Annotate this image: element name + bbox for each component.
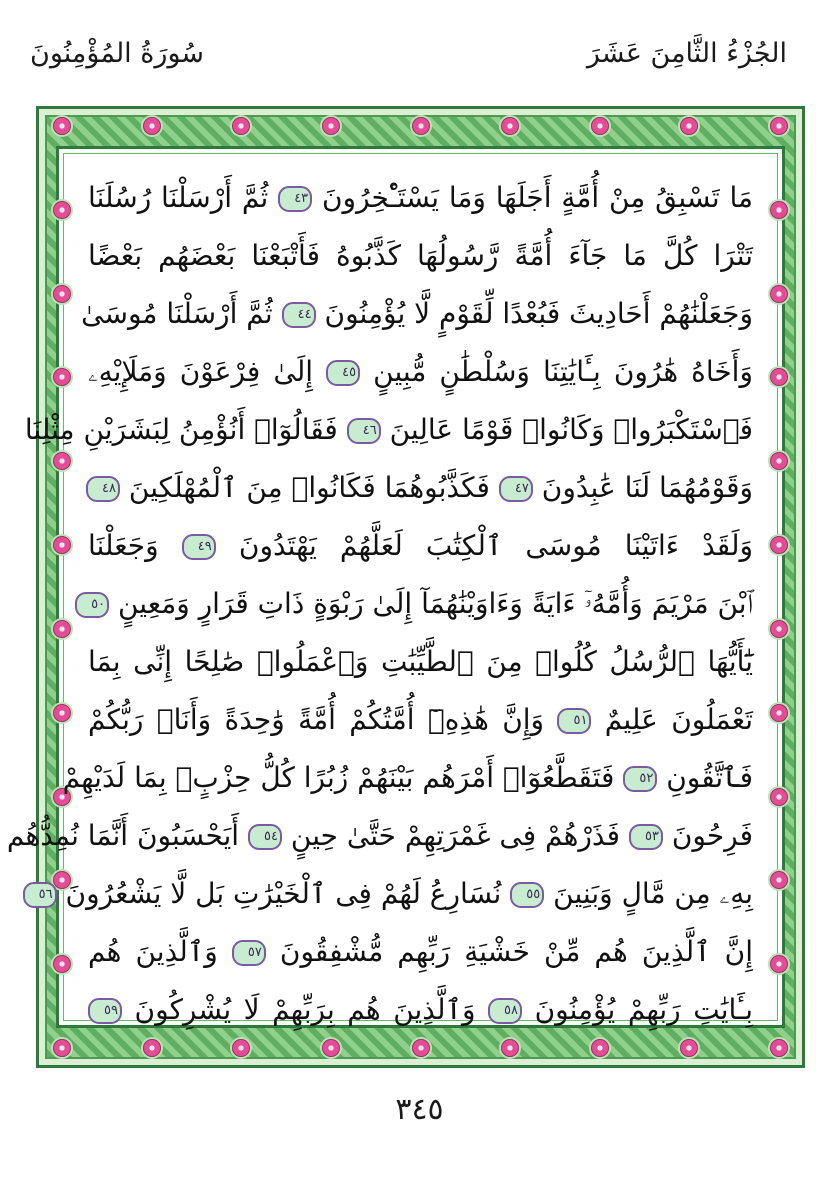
ayah-marker: ٥١: [557, 708, 591, 734]
verse-segment: يَٰٓأَيُّهَا ٱلرُّسُلُ كُلُوا۟ مِنَ ٱلطَّيِّبَٰتِ وَٱعْمَلُوا۟ صَٰلِحًا إِنِّى بِمَا: [88, 645, 753, 678]
flower-icon: [53, 285, 71, 303]
ayah-marker: ٤٧: [499, 476, 533, 502]
flower-icon: [591, 117, 609, 135]
ayah-marker: ٥٠: [75, 592, 109, 618]
verse-segment: فَٱسْتَكْبَرُوا۟ وَكَانُوا۟ قَوْمًا عَالِينَ: [389, 413, 753, 446]
verse-segment: بِـَٔايَٰتِ رَبِّهِمْ يُؤْمِنُونَ: [534, 993, 754, 1026]
flower-icon: [770, 704, 788, 722]
flower-icon: [322, 117, 340, 135]
ayah-marker: ٤٦: [347, 418, 381, 444]
flower-icon: [322, 1039, 340, 1057]
verse-segment: وَٱلَّذِينَ هُم بِرَبِّهِمْ لَا يُشْرِكُونَ: [134, 993, 476, 1026]
ayah-marker: ٥٥: [510, 882, 544, 908]
ayah-marker: ٥٦: [23, 882, 57, 908]
flower-icon: [770, 788, 788, 806]
ayah-marker: ٤٤: [282, 302, 316, 328]
verse-segment: ثُمَّ أَرْسَلْنَا رُسُلَنَا: [88, 181, 269, 214]
verse-segment: تَعْمَلُونَ عَلِيمٌ: [604, 703, 753, 736]
verse-segment: وَجَعَلْنَا: [88, 529, 159, 562]
verse-segment: فَقَالُوٓا۟ أَنُؤْمِنُ لِبَشَرَيْنِ مِثْلِنَا: [24, 413, 338, 446]
flower-icon: [53, 201, 71, 219]
verse-segment: فَتَقَطَّعُوٓا۟ أَمْرَهُم بَيْنَهُمْ زُبُرًا كُلُّ حِزْبٍۭ بِمَا لَدَيْهِمْ: [62, 761, 615, 794]
flower-icon: [412, 117, 430, 135]
text-line: [38, 868, 753, 920]
verse-segment: فَذَرْهُمْ فِى غَمْرَتِهِمْ حَتَّىٰ حِينٍ: [290, 819, 621, 852]
verse-segment: فَكَذَّبُوهُمَا فَكَانُوا۟ مِنَ ٱلْمُهْلَكِينَ: [128, 471, 490, 504]
verse-segment: تَتْرَا كُلَّ مَا جَآءَ أُمَّةً رَّسُولُهَا كَذَّبُوهُ فَأَتْبَعْنَا بَعْضَهُم بَعْضًا: [88, 239, 753, 272]
verse-segment: بِهِۦ مِن مَّالٍ وَبَنِينَ: [553, 877, 753, 910]
verse-segment: إِنَّ ٱلَّذِينَ هُم مِّنْ خَشْيَةِ رَبِّهِم مُّشْفِقُونَ: [279, 935, 754, 968]
verse-segment: نُسَارِعُ لَهُمْ فِى ٱلْخَيْرَٰتِ بَل لَّا يَشْعُرُونَ: [65, 877, 502, 910]
ayah-marker: ٤٩: [182, 534, 216, 560]
text-line: [88, 520, 753, 572]
verse-segment: وَجَعَلْنَٰهُمْ أَحَادِيثَ فَبُعْدًا لِّقَوْمٍ لَّا يُؤْمِنُونَ: [324, 297, 753, 330]
flower-icon: [143, 117, 161, 135]
text-line: [88, 636, 753, 688]
text-line: [81, 288, 753, 340]
text-line: [88, 230, 753, 282]
text-line: [88, 984, 753, 1036]
flower-icon: [501, 117, 519, 135]
flower-icon: [143, 1039, 161, 1057]
flower-icon: [53, 117, 71, 135]
verse-segment: وَٱلَّذِينَ هُم: [88, 935, 218, 968]
ayah-marker: ٥٩: [88, 998, 122, 1024]
flower-icon: [770, 117, 788, 135]
ayah-marker: ٥٨: [488, 998, 522, 1024]
ayah-marker: ٤٣: [278, 186, 312, 212]
verse-segment: ٱبْنَ مَرْيَمَ وَأُمَّهُۥٓ ءَايَةً وَءَاوَيْنَٰهُمَآ إِلَىٰ رَبْوَةٍ ذَاتِ قَرَارٍ وَمَعِينٍ: [117, 587, 753, 620]
text-line: [88, 462, 753, 514]
flower-icon: [770, 1039, 788, 1057]
verse-segment: فَرِحُونَ: [671, 819, 753, 852]
verse-segment: فَٱتَّقُونِ: [666, 761, 753, 794]
flower-icon: [770, 285, 788, 303]
ayah-marker: ٥٢: [623, 766, 657, 792]
ayah-marker: ٤٨: [86, 476, 120, 502]
flower-icon: [591, 1039, 609, 1057]
text-line: [88, 926, 753, 978]
text-line: [24, 404, 753, 456]
flower-icon: [770, 620, 788, 638]
ayah-marker: ٤٥: [326, 360, 360, 386]
verse-segment: ثُمَّ أَرْسَلْنَا مُوسَىٰ: [81, 297, 273, 330]
text-line: [88, 578, 753, 630]
juz-title: الجُزْءُ الثَّامِنَ عَشَرَ: [586, 38, 787, 69]
ayah-marker: ٥٤: [248, 824, 282, 850]
verse-segment: أَيَحْسَبُونَ أَنَّمَا نُمِدُّهُم: [6, 819, 240, 852]
verse-segment: وَأَخَاهُ هَٰرُونَ بِـَٔايَٰتِنَا وَسُلْطَٰنٍ مُّبِينٍ: [373, 355, 753, 388]
quran-text-area: [6, 150, 754, 1030]
text-line: [62, 752, 753, 804]
flower-icon: [53, 536, 71, 554]
ayah-marker: ٥٣: [629, 824, 663, 850]
flower-icon: [770, 201, 788, 219]
page-number: ٣٤٥: [395, 1092, 444, 1127]
verse-segment: مَا تَسْبِقُ مِنْ أُمَّةٍ أَجَلَهَا وَمَا يَسْتَـْٔخِرُونَ: [321, 181, 753, 214]
flower-icon: [501, 1039, 519, 1057]
text-line: [88, 694, 753, 746]
flower-icon: [770, 536, 788, 554]
flower-icon: [53, 620, 71, 638]
verse-segment: وَإِنَّ هَٰذِهِۦٓ أُمَّتُكُمْ أُمَّةً وَٰحِدَةً وَأَنَا۠ رَبُّكُمْ: [88, 703, 545, 736]
text-line: [88, 172, 753, 224]
verse-segment: إِلَىٰ فِرْعَوْنَ وَمَلَإِيْهِۦ: [88, 355, 314, 388]
flower-icon: [412, 1039, 430, 1057]
text-line: [88, 346, 753, 398]
text-line: [6, 810, 753, 862]
surah-title: سُورَةُ المُؤْمِنُونَ: [30, 38, 205, 69]
verse-segment: وَلَقَدْ ءَاتَيْنَا مُوسَى ٱلْكِتَٰبَ لَعَلَّهُمْ يَهْتَدُونَ: [238, 529, 754, 562]
flower-icon: [53, 1039, 71, 1057]
flower-icon: [53, 704, 71, 722]
verse-segment: وَقَوْمُهُمَا لَنَا عَٰبِدُونَ: [541, 471, 753, 504]
ayah-marker: ٥٧: [232, 940, 266, 966]
